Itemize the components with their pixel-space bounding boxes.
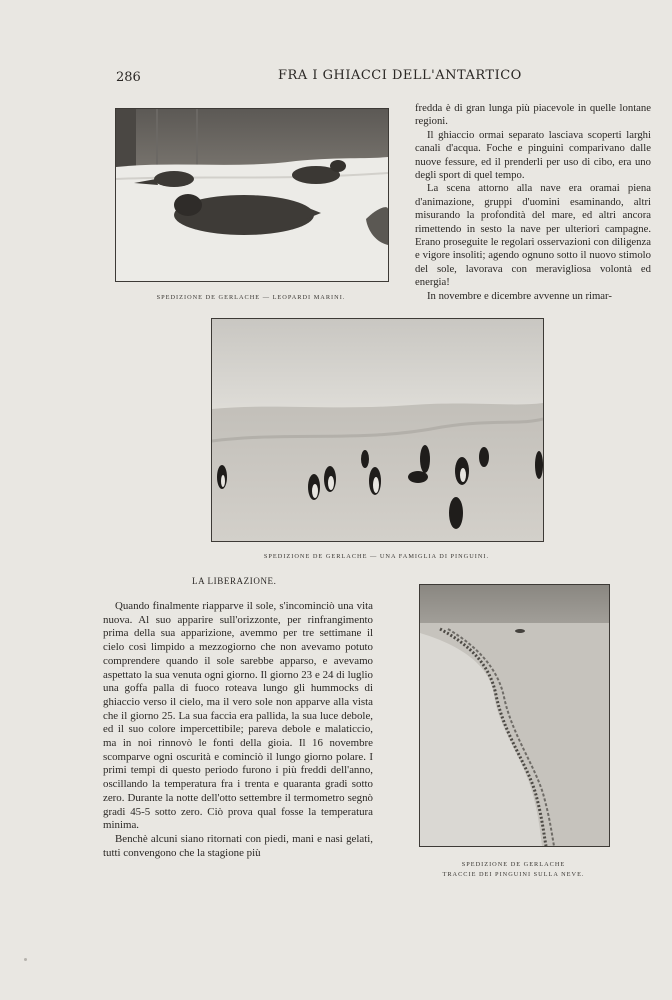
paragraph: Quando finalmente riapparve il sole, s'incominciò una vita nuova. Al suo apparire sull'orizzonte, per rinfrangimento prima della sua apparizione, avemmo per tre settimane il cielo così limpido a mezzogiorno che non avevamo potuto comprendere quando il sole sarebbe apparso, e avevamo aspettato la sua venuta ogni giorno. Il giorno 23 e 24 di luglio una goffa palla di fuoco roteava lungo gli hummocks di ghiaccio verso il cielo, ma il vero sole non apparve alla vista che il giorno 25. La sua faccia era pallida, la sua luce debole, ed il suo colore impercettibile; pareva debole e malaticcio, ma in noi rinnovò le fonti della gioia. Il 16 novembre scomparve ogni oscurità e cominciò il lungo giorno polare. I primi tempi di questo periodo furono i più freddi dell'anno, oscillando la temperatura fra i trenta e quaranta gradi sotto zero. Durante la notte dell'otto settembre il termometro segnò gradi 45-5 sotto zero. Ciò prova qual fosse la temperatura minima. [103, 600, 373, 832]
caption-penguin-family: SPEDIZIONE DE GERLACHE — UNA FAMIGLIA DI PINGUINI. [263, 553, 490, 560]
page-speck [24, 958, 27, 961]
caption-leopard-seals: SPEDIZIONE DE GERLACHE — LEOPARDI MARINI. [156, 294, 346, 301]
paragraph: fredda è di gran lunga più piacevole in quelle lontane regioni. [415, 102, 651, 128]
right-column-text [415, 102, 651, 303]
section-title: LA LIBERAZIONE. [192, 576, 277, 586]
caption-penguin-tracks-line2: TRACCIE DEI PINGUINI SULLA NEVE. [442, 871, 585, 878]
running-title: FRA I GHIACCI DELL'ANTARTICO [278, 68, 522, 83]
paragraph: Benchè alcuni siano ritornati con piedi, mani e nasi gelati, tutti convengono che la stagione più [103, 832, 373, 859]
photo-leopard-seals [115, 108, 389, 282]
photo-penguin-tracks [419, 584, 610, 847]
paragraph: La scena attorno alla nave era oramai piena d'animazione, gruppi d'uomini esaminando, altri misurando la profondità del mare, ed altri ancora rimettendo in sesto la nave per ulteriori campagne. Erano proseguite le regolari osservazioni con diligenza e vigore insoliti; agendo ognuno sotto il nuovo stimolo del sole, lavorava con meravigliosa volontà ed energia! [415, 182, 651, 289]
left-column-text [103, 600, 373, 860]
page-number: 286 [116, 70, 141, 85]
paragraph: In novembre e dicembre avvenne un rimar- [427, 289, 612, 302]
photo-penguin-family [211, 318, 544, 542]
paragraph: Il ghiaccio ormai separato lasciava scoperti larghi canali d'acqua. Foche e pinguini comparivano dalle nuove fessure, ed il prenderli per uso di cibo, era uno degli sport di quel tempo. [415, 128, 651, 182]
caption-penguin-tracks-line1: SPEDIZIONE DE GERLACHE [461, 861, 566, 868]
